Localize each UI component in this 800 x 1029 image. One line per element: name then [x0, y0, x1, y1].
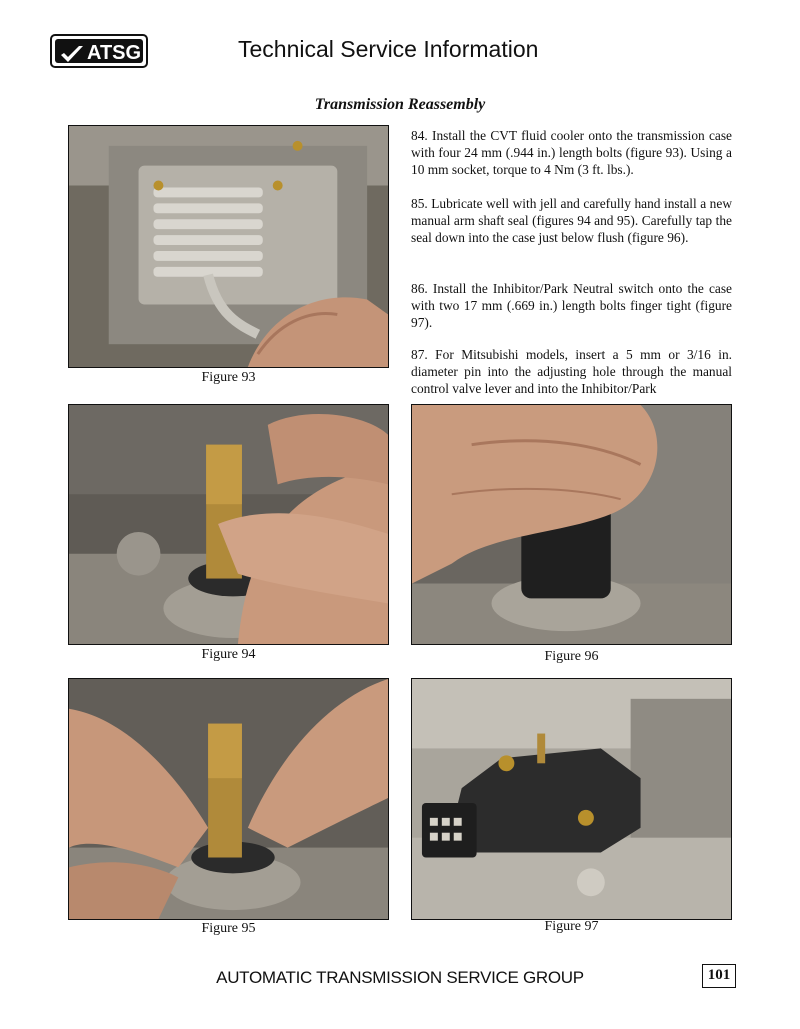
atsg-check-icon — [59, 43, 85, 65]
figure-95-caption: Figure 95 — [201, 921, 256, 936]
figure-95-photo — [68, 678, 389, 920]
figure-96-caption: Figure 96 — [544, 649, 599, 664]
atsg-logo — [50, 34, 148, 68]
figure-93-caption: Figure 93 — [201, 370, 256, 385]
step-87: 87. For Mitsubishi models, insert a 5 mm or 3/16 in. diameter pin into the adjusting hole through the manual control valve lever and into the Inhibitor/Park — [411, 347, 732, 396]
logo-text: ATSG — [87, 42, 142, 64]
figure-94-caption: Figure 94 — [201, 647, 256, 662]
page-number: 101 — [702, 964, 736, 988]
step-84: 84. Install the CVT fluid cooler onto the transmission case with four 24 mm (.944 in.) length bolts (figure 93). Using a 10 mm socket, torque to 4 Nm (3 ft. lbs.). — [411, 128, 732, 177]
section-title: Transmission Reassembly — [314, 96, 486, 113]
figure-94-photo — [68, 404, 389, 645]
figure-93-photo — [68, 125, 389, 368]
figure-96-photo — [411, 404, 732, 645]
page-header-title: Technical Service Information — [238, 36, 539, 62]
step-85: 85. Lubricate well with jell and carefully hand install a new manual arm shaft seal (figures 94 and 95). Carefully tap the seal down into the case just below flush (figure 96). — [411, 196, 732, 245]
figure-97-caption: Figure 97 — [544, 919, 599, 934]
figure-97-photo — [411, 678, 732, 920]
step-86: 86. Install the Inhibitor/Park Neutral switch onto the case with two 17 mm (.669 in.) length bolts finger tight (figure 97). — [411, 281, 732, 330]
footer-text: AUTOMATIC TRANSMISSION SERVICE GROUP — [216, 968, 584, 987]
